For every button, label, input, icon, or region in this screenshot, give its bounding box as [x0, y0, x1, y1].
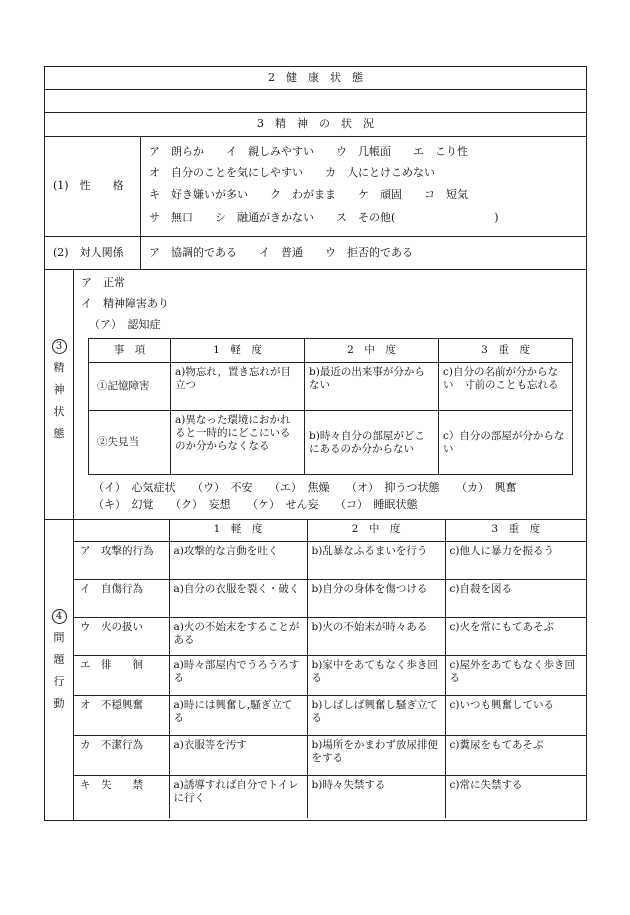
assessment-sheet — [44, 66, 587, 821]
table-cell: a)異なった環境におかれると一時的にどこにいるのか分からなくなる — [171, 411, 305, 475]
table-cell: b)しばしば興奮し騒ぎ立てる — [307, 695, 445, 735]
table-cell: b)最近の出来事が分からない — [305, 363, 439, 411]
table-cell: c)自分の名前が分からない 寸前のことも忘れる — [439, 363, 573, 411]
personality-line: サ 無口 シ 融通がきかない ス その他( ) — [149, 211, 499, 224]
table-cell: b)場所をかまわず放尿排便をする — [307, 735, 445, 775]
behavior-table — [73, 519, 586, 818]
divider — [140, 136, 141, 236]
table-cell: b)火の不始末が時々ある — [307, 617, 445, 655]
table-row-item: カ 不潔行為 — [73, 735, 169, 775]
divider — [73, 269, 74, 519]
table-cell: c)屋外をあてもなく歩き回る — [445, 655, 586, 695]
table-cell: c)常に失禁する — [445, 775, 586, 818]
table-row-item: ①記憶障害 — [89, 363, 171, 411]
table-header: 事 項 — [89, 339, 171, 363]
personality-label: (1) 性 格 — [53, 179, 124, 192]
table-cell: c)自殺を図る — [445, 579, 586, 617]
table-cell: c)糞尿をもてあそぶ — [445, 735, 586, 775]
table-cell: c)他人に暴力を振るう — [445, 541, 586, 579]
table-cell: a)自分の衣服を裂く・破く — [169, 579, 307, 617]
mental-state-label: 3 精 神 状 態 — [53, 341, 65, 440]
table-cell: b)時々自分の部屋がどこにあるのか分からない — [305, 411, 439, 475]
table-row-item: ウ 火の扱い — [73, 617, 169, 655]
table-header: 3 重 度 — [445, 519, 586, 541]
personality-line: ア 朗らか イ 親しみやすい ウ 几帳面 エ こり性 — [149, 145, 468, 158]
dementia-table — [88, 338, 573, 475]
table-cell: b)乱暴なふるまいを行う — [307, 541, 445, 579]
divider — [45, 112, 586, 113]
table-cell: a)物忘れ，置き忘れが目立つ — [171, 363, 305, 411]
table-cell: c)いつも興奮している — [445, 695, 586, 735]
table-cell: c）自分の部屋が分からない — [439, 411, 573, 475]
table-header: 2 中 度 — [305, 339, 439, 363]
table-cell: a)時には興奮し,騒ぎ立てる — [169, 695, 307, 735]
table-cell: b)家中をあてもなく歩き回る — [307, 655, 445, 695]
table-row-item: エ 徘 徊 — [73, 655, 169, 695]
interpersonal-label: (2) 対人関係 — [53, 246, 124, 259]
state-disorder: イ 精神障害あり — [81, 297, 169, 310]
interpersonal-options: ア 協調的である イ 普通 ウ 拒否的である — [149, 246, 413, 259]
state-normal: ア 正常 — [81, 276, 125, 289]
state-dementia: （ア） 認知症 — [89, 318, 161, 331]
table-cell: b)自分の身体を傷つける — [307, 579, 445, 617]
health-blank-row — [45, 90, 586, 112]
table-row-item: ②失見当 — [89, 411, 171, 475]
section-number: 4 — [52, 609, 67, 624]
table-cell: c)火を常にもてあそぶ — [445, 617, 586, 655]
personality-line: キ 好き嫌いが多い ク わがまま ケ 頑固 コ 短気 — [149, 188, 468, 201]
table-cell: a)衣服等を汚す — [169, 735, 307, 775]
divider — [45, 269, 586, 270]
table-row-item: キ 失 禁 — [73, 775, 169, 818]
table-cell: a)火の不始末をすることがある — [169, 617, 307, 655]
symptoms-line: （キ） 幻覚 （ク） 妄想 （ケ） せん妄 （コ） 睡眠状態 — [93, 498, 418, 511]
divider — [140, 236, 141, 269]
table-header: 1 軽 度 — [169, 519, 307, 541]
mental-title: 3 精 神 の 状 況 — [257, 117, 374, 130]
table-cell: a)誘導すれば自分でトイレに行く — [169, 775, 307, 818]
table-cell: a)攻撃的な言動を吐く — [169, 541, 307, 579]
table-row-item: ア 攻撃的行為 — [73, 541, 169, 579]
table-header: 3 重 度 — [439, 339, 573, 363]
personality-line: オ 自分のことを気にしやすい カ 人にとけこめない — [149, 166, 435, 179]
table-cell: b)時々失禁する — [307, 775, 445, 818]
section-number: 3 — [52, 339, 67, 354]
symptoms-line: （イ） 心気症状 （ウ） 不安 （エ） 焦燥 （オ） 抑うつ状態 （カ） 興奮 — [93, 481, 517, 494]
table-header: 2 中 度 — [307, 519, 445, 541]
divider — [45, 236, 586, 237]
problem-behavior-label: 4 問 題 行 動 — [53, 611, 65, 710]
table-row-item: イ 自傷行為 — [73, 579, 169, 617]
table-cell: a)時々部屋内でうろうろする — [169, 655, 307, 695]
table-header: 1 軽 度 — [171, 339, 305, 363]
health-title: 2 健 康 状 態 — [268, 71, 363, 84]
table-row-item: オ 不穏興奮 — [73, 695, 169, 735]
table-header-blank — [73, 519, 169, 541]
divider — [45, 136, 586, 137]
